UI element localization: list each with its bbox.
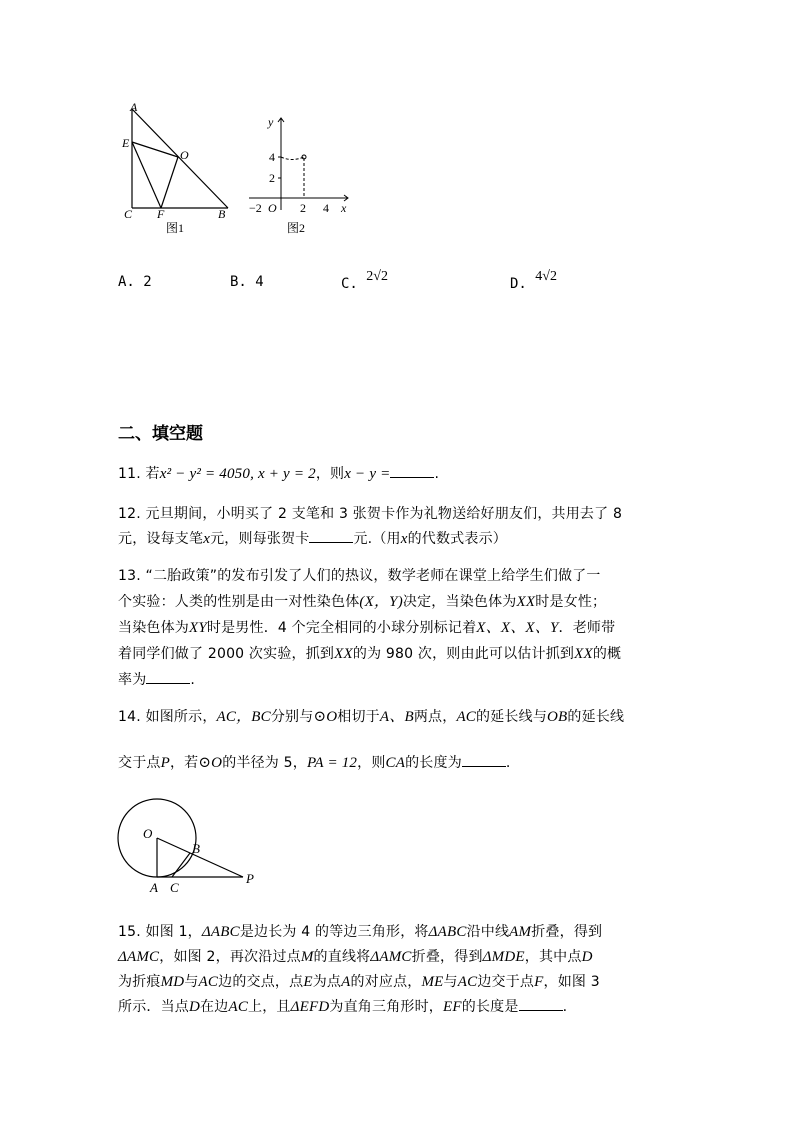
q12-text-d: 的代数式表示） (407, 531, 507, 547)
q15-l3-o: ，如图 3 (543, 974, 600, 990)
q15-l3-b: MD (160, 974, 185, 990)
q14-l2-j: . (505, 755, 511, 771)
q11-expression-2: x − y = (344, 466, 391, 482)
fig2-x-tick-label-4: 4 (323, 201, 329, 215)
q12-answer-blank[interactable] (309, 528, 353, 543)
q15-l3-a: 为折痕 (118, 974, 161, 990)
q15-l4-g: 为直角三角形时， (329, 999, 444, 1015)
q14-l1-g: 两点， (413, 709, 457, 725)
q11-answer-blank[interactable] (390, 463, 434, 478)
option-c-letter: C. (341, 276, 358, 292)
q14-label-b: B (192, 841, 200, 856)
fig1-label-c: C (124, 207, 133, 221)
q12-var-x-2: x (400, 531, 408, 547)
option-a[interactable] (118, 274, 152, 290)
figure-2 (243, 110, 363, 240)
q15-l3-i: 的对应点， (350, 974, 422, 990)
option-c-value: 2√2 (366, 269, 388, 284)
q12-text-a: 元，设每支笔 (118, 531, 204, 547)
q13-l4-b: XX (334, 646, 353, 662)
q15-l4-d: AC (228, 999, 249, 1015)
figure-q14 (110, 798, 270, 898)
q14-l2-f: PA = 12 (306, 755, 358, 771)
q14-line-1 (118, 705, 678, 730)
q15-l4-f: ΔEFD (290, 999, 330, 1015)
option-c[interactable] (341, 269, 388, 293)
question-12 (118, 502, 678, 552)
q15-l1-c: 是边长为 4 的等边三角形，将 (239, 924, 429, 940)
fig2-tick-label-neg2: −2 (249, 201, 262, 215)
q15-l2-f: 折叠，得到 (411, 949, 483, 965)
q15-l2-d: 的直线将 (313, 949, 371, 965)
fig1-label-b: B (218, 207, 226, 221)
q14-label-o: O (143, 826, 153, 841)
q14-label-a: A (150, 880, 158, 895)
q14-l1-c: 分别与 (270, 709, 314, 725)
q15-l1-e: 沿中线 (466, 924, 510, 940)
q12-var-x: x (203, 531, 211, 547)
q15-l3-f: E (303, 974, 313, 990)
q13-l4-d: XX (574, 646, 593, 662)
q14-l2-c: ，若 (169, 755, 199, 771)
fig1-label-a: A (130, 100, 138, 114)
q13-line-3 (118, 615, 678, 641)
q15-l4-h: EF (443, 999, 462, 1015)
q13-line-2 (118, 589, 678, 615)
q15-l3-d: AC (198, 974, 219, 990)
question-11 (118, 462, 678, 487)
q15-line-3 (118, 970, 678, 995)
q15-l2-g: ΔMDE (482, 949, 525, 965)
option-d[interactable] (510, 269, 557, 293)
q15-l2-e: ΔAMC (370, 949, 412, 965)
section-title: 二、填空题 (118, 424, 203, 444)
q13-l2-b: (X，Y) (359, 594, 403, 610)
q15-l3-g: 为点 (312, 974, 342, 990)
q12-text-b: 元，则每张贺卡 (210, 531, 310, 547)
q11-prefix: 11. 若 (118, 466, 160, 482)
q13-l2-d: XX (516, 594, 536, 610)
q15-l3-e: 边的交点，点 (218, 974, 304, 990)
question-14 (118, 705, 678, 776)
q15-l4-e: 上，且 (248, 999, 291, 1015)
q14-line-2 (118, 751, 678, 776)
fig2-curve (281, 157, 304, 160)
q15-l1-d: ΔABC (428, 924, 467, 940)
q14-l2-g: ，则 (357, 755, 386, 771)
q15-l3-k: 与 (443, 974, 458, 990)
q14-l1-d: ⊙O (313, 709, 338, 725)
q14-l1-i: 的延长线与 (476, 709, 548, 725)
fig1-label-o: O (180, 148, 189, 162)
q14-l2-b: P (160, 755, 170, 771)
q15-l3-h: A (341, 974, 351, 990)
q14-answer-blank[interactable] (462, 752, 506, 767)
option-b[interactable] (230, 274, 264, 290)
fig1-edge-ef (132, 142, 161, 208)
option-d-value: 4√2 (535, 269, 557, 284)
q15-l2-c: M (300, 949, 314, 965)
q14-l2-e: 的半径为 5， (222, 755, 307, 771)
option-a-letter: A. (118, 274, 135, 290)
q15-l3-m: 边交于点 (477, 974, 535, 990)
q13-l3-c: 时是男性．4 个完全相同的小球分别标记着 (206, 620, 477, 636)
q15-l1-g: 折叠，得到 (531, 924, 603, 940)
q13-l2-e: 时是女性； (535, 594, 607, 610)
question-13 (118, 563, 678, 693)
q11-mid: ，则 (315, 466, 345, 482)
q13-l3-a: 当染色体为 (118, 620, 189, 636)
q14-l2-a: 交于点 (118, 755, 161, 771)
q13-line-4 (118, 641, 678, 667)
q15-l2-h: ，其中点 (524, 949, 582, 965)
q14-l1-e: 相切于 (337, 709, 380, 725)
q15-l1-a: 15. 如图 1， (118, 924, 202, 940)
figure-1-svg (110, 95, 250, 240)
fig2-tick-label-4: 4 (269, 150, 275, 164)
q12-line-2 (118, 527, 678, 552)
q13-l4-a: 着同学们做了 2000 次实验，抓到 (118, 646, 335, 662)
option-d-letter: D. (510, 276, 527, 292)
fig1-label-e: E (122, 136, 130, 150)
q15-l3-l: AC (457, 974, 478, 990)
q13-l4-e: 的概 (592, 646, 622, 662)
fig2-caption: 图2 (287, 221, 306, 235)
q13-l5-b: . (190, 672, 196, 688)
q14-l2-i: 的长度为 (405, 755, 462, 771)
q15-answer-blank[interactable] (519, 996, 563, 1011)
q14-label-c: C (170, 880, 179, 895)
q12-text-c: 元.（用 (353, 531, 401, 547)
q14-l1-f: A、B (379, 709, 414, 725)
fig2-label-y: y (268, 115, 274, 129)
q13-answer-blank[interactable] (146, 669, 190, 684)
q15-l4-a: 所示．当点 (118, 999, 189, 1015)
q14-l1-h: AC (456, 709, 477, 725)
q15-l4-i: 的长度是 (461, 999, 519, 1015)
q15-l3-j: ME (421, 974, 444, 990)
q14-l1-b: AC，BC (216, 709, 271, 725)
question-15 (118, 920, 678, 1020)
figure-q14-svg (110, 798, 270, 898)
figure-1 (110, 95, 250, 240)
q14-l1-a: 14. 如图所示， (118, 709, 217, 725)
q11-suffix: . (434, 466, 440, 482)
q15-line-1 (118, 920, 678, 945)
q13-l4-c: 的为 980 次，则由此可以估计抓到 (352, 646, 575, 662)
fig1-label-f: F (157, 207, 165, 221)
q15-line-4 (118, 995, 678, 1020)
fig2-label-origin: O (268, 201, 277, 215)
option-a-value: 2 (143, 274, 152, 290)
q15-l2-b: ，如图 2，再次沿过点 (159, 949, 301, 965)
q14-l1-j: OB (547, 709, 568, 725)
q13-line-1: 13. “二胎政策”的发布引发了人们的热议，数学老师在课堂上给学生们做了一 (118, 568, 601, 584)
q13-l2-c: 决定，当染色体为 (402, 594, 517, 610)
q15-l3-n: F (534, 974, 544, 990)
q14-l1-k: 的延长线 (567, 709, 625, 725)
q11-expression-1: x² − y² = 4050, x + y = 2 (159, 466, 316, 482)
q13-l3-b: XY (189, 620, 207, 636)
fig1-edge-of (161, 157, 178, 208)
q14-l2-h: CA (385, 755, 406, 771)
figure-2-svg (243, 110, 363, 240)
q14-label-p: P (246, 871, 254, 886)
q15-l2-a: ΔAMC (118, 949, 160, 965)
q15-line-2 (118, 945, 678, 970)
q13-l3-d: X、X、X、Y (476, 620, 559, 636)
q14-l2-d: ⊙O (198, 755, 223, 771)
fig2-x-tick-label-2: 2 (300, 201, 306, 215)
option-b-value: 4 (255, 274, 264, 290)
q12-line-1: 12. 元旦期间，小明买了 2 支笔和 3 张贺卡作为礼物送给好朋友们，共用去了 8 (118, 506, 623, 522)
q13-l3-e: ．老师带 (558, 620, 616, 636)
q13-line-5 (118, 667, 678, 693)
option-b-letter: B. (230, 274, 247, 290)
q14-line-op (157, 838, 243, 877)
q15-l3-c: 与 (184, 974, 199, 990)
q13-l2-a: 个实验：人类的性别是由一对性染色体 (118, 594, 360, 610)
q15-l2-i: D (581, 949, 593, 965)
q14-tangent-cb (172, 853, 190, 877)
q15-l1-f: AM (509, 924, 532, 940)
fig2-label-x: x (341, 201, 347, 215)
q15-l4-b: D (189, 999, 201, 1015)
fig2-tick-label-2: 2 (269, 171, 275, 185)
q13-l5-a: 率为 (118, 672, 147, 688)
fig1-caption: 图1 (166, 221, 185, 235)
q15-l4-c: 在边 (200, 999, 229, 1015)
q15-l1-b: ΔABC (201, 924, 240, 940)
q15-l4-j: . (562, 999, 568, 1015)
